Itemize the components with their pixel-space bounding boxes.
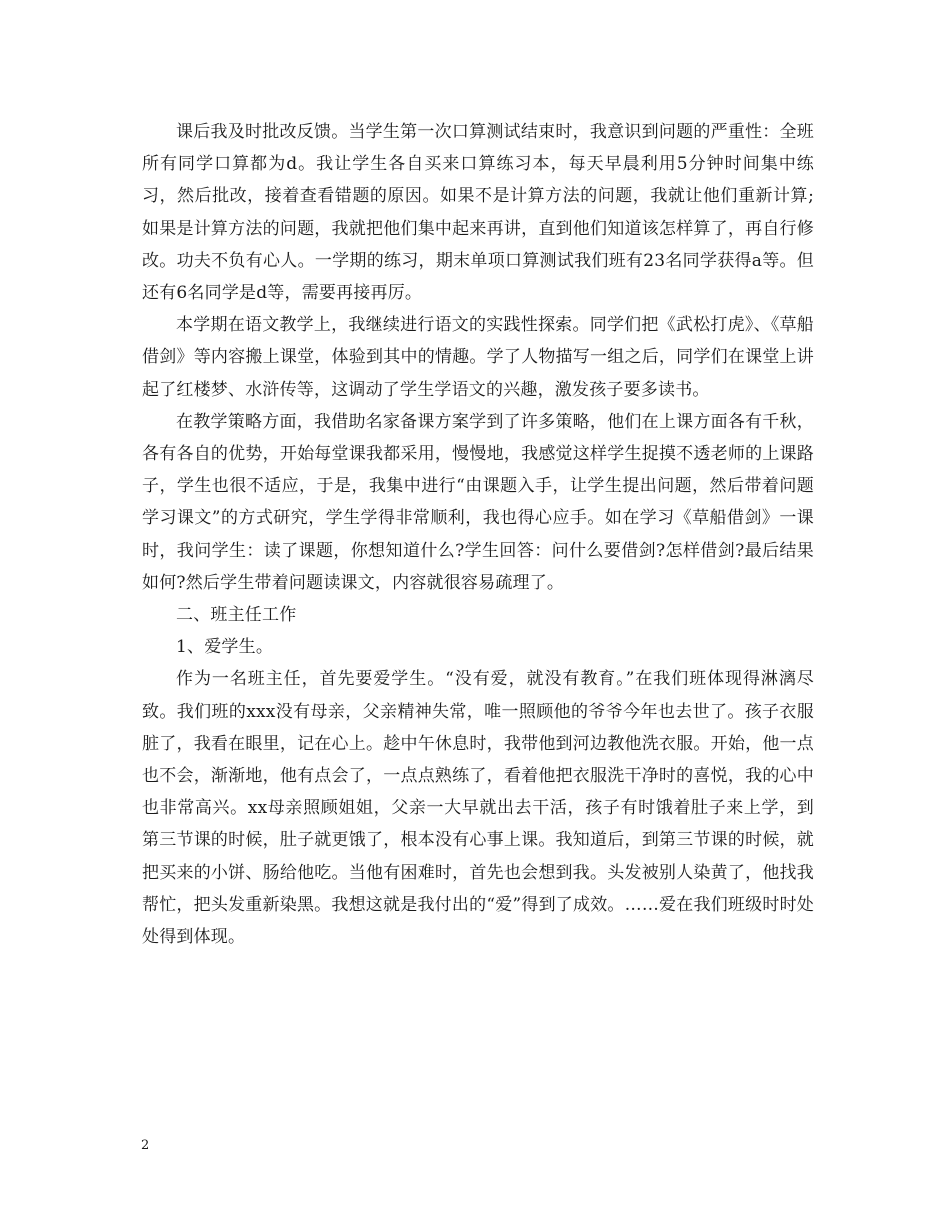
paragraph-love-students: 作为一名班主任，首先要爱学生。“没有爱，就没有教育。”在我们班体现得淋漓尽致。我们班的xxx没有母亲，父亲精神失常，唯一照顾他的爷爷今年也去世了。孩子衣服脏了，我看在眼里，记在心上。趁中午休息时，我带他到河边教他洗衣服。开始，他一点也不会，渐渐地，他有点会了，一点点熟练了，看着他把衣服洗干净时的喜悦，我的心中也非常高兴。xx母亲照顾姐姐，父亲一大早就出去干活，孩子有时饿着肚子来上学，到第三节课的时候，肚子就更饿了，根本没有心事上课。我知道后，到第三节课的时候，就把买来的小饼、肠给他吃。当他有困难时，首先也会想到我。头发被别人染黄了，他找我帮忙，把头发重新染黑。我想这就是我付出的“爱”得到了成效。……爱在我们班级时时处处得到体现。	[142, 669, 814, 948]
paragraph-oral-math-feedback: 课后我及时批改反馈。当学生第一次口算测试结束时，我意识到问题的严重性：全班所有同学口算都为d。我让学生各自买来口算练习本，每天早晨利用5分钟时间集中练习，然后批改，接着查看错题的原因。如果不是计算方法的问题，我就让他们重新计算;如果是计算方法的问题，我就把他们集中起来再讲，直到他们知道该怎样算了，再自行修改。功夫不负有心人。一学期的练习，期末单项口算测试我们班有23名同学获得a等。但还有6名同学是d等，需要再接再厉。	[142, 122, 814, 304]
document-body	[142, 116, 814, 953]
paragraph-chinese-teaching: 本学期在语文教学上，我继续进行语文的实践性探索。同学们把《武松打虎》、《草船借剑》等内容搬上课堂，体验到其中的情趣。学了人物描写一组之后，同学们在课堂上讲起了红楼梦、水浒传等，这调动了学生学语文的兴趣，激发孩子要多读书。	[142, 315, 814, 400]
section-heading-class-teacher-work: 二、班主任工作	[176, 605, 297, 626]
page-number: 2	[141, 1138, 150, 1153]
subheading-love-students: 1、爱学生。	[176, 637, 274, 658]
paragraph-teaching-strategy: 在教学策略方面，我借助名家备课方案学到了许多策略，他们在上课方面各有千秋，各有各自的优势，开始每堂课我都采用，慢慢地，我感觉这样学生捉摸不透老师的上课路子，学生也很不适应，于是，我集中进行“由课题入手，让学生提出问题，然后带着问题学习课文”的方式研究，学生学得非常顺利，我也得心应手。如在学习《草船借剑》一课时，我问学生：读了课题，你想知道什么?学生回答：问什么要借剑?怎样借剑?最后结果如何?然后学生带着问题读课文，内容就很容易疏理了。	[142, 411, 814, 593]
